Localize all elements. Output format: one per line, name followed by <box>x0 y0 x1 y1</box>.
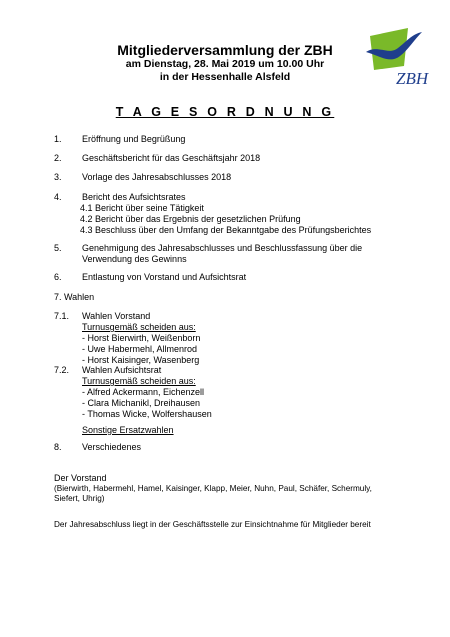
agenda-item-text: Eröffnung und Begrüßung <box>82 134 186 144</box>
agenda-subitem-4-3: 4.3 Beschluss über den Umfang der Bekanntgabe des Prüfungsberichtes <box>80 225 372 235</box>
meeting-location: in der Hessenhalle Alsfeld <box>159 71 291 83</box>
signature-block <box>54 473 414 505</box>
notice-text: Der Jahresabschluss liegt in der Geschäftsstelle zur Einsichtnahme für Mitglieder bereit <box>54 520 371 529</box>
zbh-logo <box>362 26 430 90</box>
agenda-heading: T A G E S O R D N U N G <box>115 105 335 119</box>
document-title: Mitgliederversammlung der ZBH <box>117 42 333 58</box>
retiring-member: - Horst Bierwirth, Weißenborn <box>82 333 201 343</box>
agenda-item-label: 7. Wahlen <box>54 292 95 302</box>
meeting-date: am Dienstag, 28. Mai 2019 um 10.00 Uhr <box>125 58 325 70</box>
vorstand-label: Der Vorstand <box>54 473 107 483</box>
agenda-item-number: 6. <box>54 272 62 282</box>
agenda-item-number: 4. <box>54 192 62 202</box>
agenda-item-text: Verschiedenes <box>82 442 142 452</box>
agenda-item-text-line2: Verwendung des Gewinns <box>82 254 187 264</box>
agenda-item-text: Bericht des Aufsichtsrates <box>82 192 186 202</box>
agenda-item-text: Vorlage des Jahresabschlusses 2018 <box>82 172 232 182</box>
agenda-item-text: Geschäftsbericht für das Geschäftsjahr 2018 <box>82 153 261 163</box>
agenda-item-number: 5. <box>54 243 62 253</box>
retiring-member: - Horst Kaisinger, Wasenberg <box>82 355 200 365</box>
agenda-item-number: 8. <box>54 442 62 452</box>
agenda-item-number: 1. <box>54 134 62 144</box>
agenda-item-text-line1: Genehmigung des Jahresabschlusses und Beschlussfassung über die <box>82 243 363 253</box>
agenda-item-text: Wahlen Vorstand <box>82 311 151 321</box>
turnus-heading: Turnusgemäß scheiden aus: <box>82 322 196 332</box>
vorstand-names-line2: Siefert, Uhrig) <box>54 494 105 503</box>
retiring-member: - Uwe Habermehl, Allmenrod <box>82 344 198 354</box>
retiring-member: - Thomas Wicke, Wolfershausen <box>82 409 212 419</box>
retiring-member: - Alfred Ackermann, Eichenzell <box>82 387 205 397</box>
retiring-member: - Clara Michanikl, Dreihausen <box>82 398 201 408</box>
sonstige-ersatzwahlen: Sonstige Ersatzwahlen <box>82 425 174 435</box>
turnus-heading: Turnusgemäß scheiden aus: <box>82 376 196 386</box>
vorstand-names-line1: (Bierwirth, Habermehl, Hamel, Kaisinger, Klapp, Meier, Nuhn, Paul, Schäfer, Schermuly, <box>54 483 372 493</box>
document-header <box>100 42 350 84</box>
agenda-item-text: Wahlen Aufsichtsrat <box>82 365 162 375</box>
logo-text: ZBH <box>396 69 429 88</box>
agenda-item-number: 2. <box>54 153 62 163</box>
agenda-item-text: Entlastung von Vorstand und Aufsichtsrat <box>82 272 247 282</box>
agenda-subitem-4-1: 4.1 Bericht über seine Tätigkeit <box>80 203 204 213</box>
agenda-item-number: 3. <box>54 172 62 182</box>
agenda-item-number: 7.1. <box>54 311 70 321</box>
agenda-item-number: 7.2. <box>54 365 70 375</box>
agenda-subitem-4-2: 4.2 Bericht über das Ergebnis der gesetzlichen Prüfung <box>80 214 301 224</box>
